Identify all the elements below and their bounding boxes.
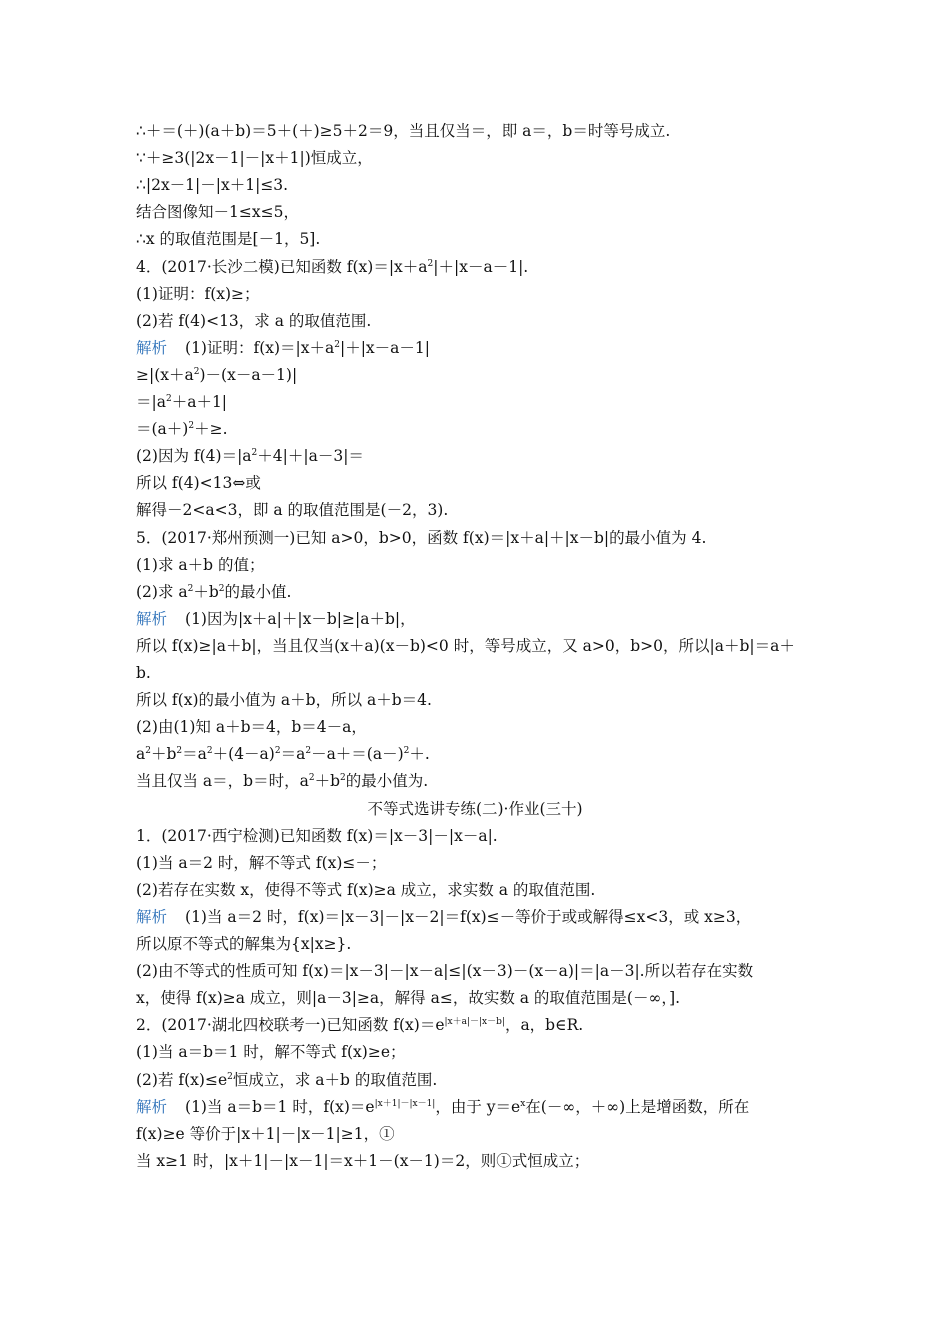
line-text: ≥|(x＋a bbox=[136, 365, 194, 384]
text-line bbox=[136, 147, 856, 169]
line-text: (2)由(1)知 a＋b＝4，b＝4－a， bbox=[136, 718, 367, 737]
superscript: 2 bbox=[218, 583, 225, 594]
line-text: ＝a bbox=[280, 745, 306, 764]
line-text: ＋a＋1| bbox=[171, 393, 228, 411]
text-line bbox=[136, 879, 856, 901]
text-line bbox=[136, 201, 856, 223]
line-text: 不等式选讲专练(二)·作业(三十) bbox=[367, 799, 583, 818]
analysis-label: 解析 bbox=[136, 338, 168, 357]
line-text: |＋|x－a－1|. bbox=[433, 257, 529, 276]
line-text: 当 x≥1 时，|x＋1|－|x－1|＝x＋1－(x－1)＝2，则①式恒成立； bbox=[136, 1151, 590, 1170]
superscript: x bbox=[520, 1098, 526, 1109]
analysis-label: 解析 bbox=[136, 1097, 168, 1116]
text-line bbox=[136, 554, 856, 576]
line-text: 4．(2017·长沙二模)已知函数 f(x)＝|x＋a bbox=[136, 257, 428, 276]
line-text: ＋b bbox=[193, 582, 219, 601]
line-text: ＋≥. bbox=[194, 420, 228, 439]
text-line bbox=[136, 960, 856, 982]
superscript: 2 bbox=[340, 773, 346, 784]
line-text: ，a，b∈R. bbox=[504, 1016, 584, 1035]
superscript: 2 bbox=[227, 1071, 233, 1082]
text-line bbox=[136, 689, 856, 711]
superscript: 2 bbox=[176, 746, 183, 757]
line-text: ＝|a bbox=[136, 393, 166, 411]
line-text: (1)当 a＝2 时，f(x)＝|x－3|－|x－2|＝f(x)≤－等价于或或解得≤x<3，或 x≥3， bbox=[185, 907, 752, 926]
line-text: )－(x－a－1)| bbox=[199, 365, 298, 384]
line-text: ＋. bbox=[409, 745, 430, 764]
text-line bbox=[136, 987, 856, 1009]
line-text: |＋|x－a－1| bbox=[339, 338, 430, 357]
line-text: 5．(2017·郑州预测一)已知 a>0，b>0，函数 f(x)＝|x＋a|＋|x－b|的最小值为 4. bbox=[136, 528, 707, 547]
text-line bbox=[136, 1069, 856, 1091]
text-line bbox=[136, 635, 856, 657]
line-text: ＝a bbox=[182, 745, 207, 764]
line-text: (2)因为 f(4)＝|a bbox=[136, 447, 252, 466]
line-text: a bbox=[136, 745, 146, 764]
line-text: ＝(a＋) bbox=[136, 420, 189, 439]
superscript: 2 bbox=[305, 746, 312, 757]
superscript: 2 bbox=[334, 339, 340, 350]
analysis-label: 解析 bbox=[136, 609, 168, 628]
line-text: 1．(2017·西宁检测)已知函数 f(x)＝|x－3|－|x－a|. bbox=[136, 826, 498, 845]
line-text: (2)若 f(x)≤e bbox=[136, 1070, 228, 1089]
line-text: 2．(2017·湖北四校联考一)已知函数 f(x)＝e bbox=[136, 1016, 445, 1035]
text-line bbox=[136, 743, 856, 765]
text-line bbox=[136, 445, 856, 467]
text-line bbox=[136, 364, 856, 386]
line-text: ∴＋＝(＋)(a＋b)＝5＋(＋)≥5＋2＝9，当且仅当＝，即 a＝，b＝时等号成立. bbox=[136, 122, 671, 140]
line-text: (2)由不等式的性质可知 f(x)＝|x－3|－|x－a|≤|(x－3)－(x－a)|＝|a－3|.所以若存在实数 bbox=[136, 962, 754, 981]
text-line bbox=[136, 933, 856, 955]
line-text: －a＋＝(a－) bbox=[311, 745, 404, 764]
line-text: (1)因为|x＋a|＋|x－b|≥|a＋b|， bbox=[185, 609, 416, 628]
text-line bbox=[136, 1096, 856, 1118]
text-line bbox=[136, 852, 856, 874]
text-line bbox=[136, 256, 856, 278]
line-text: ＋4|＋|a－3|＝ bbox=[257, 447, 364, 466]
line-text: 的最小值. bbox=[224, 582, 292, 601]
line-text: 结合图像知－1≤x≤5， bbox=[136, 203, 299, 222]
text-line bbox=[136, 310, 856, 332]
line-text: 所以 f(4)<13⇔或 bbox=[136, 474, 261, 493]
superscript: 2 bbox=[206, 746, 213, 757]
text-line bbox=[136, 337, 856, 359]
line-text: f(x)≥e 等价于|x＋1|－|x－1|≥1，① bbox=[136, 1124, 395, 1143]
line-text: ∵＋≥3(|2x－1|－|x＋1|)恒成立， bbox=[136, 149, 373, 168]
superscript: 2 bbox=[193, 366, 200, 377]
superscript: 2 bbox=[251, 448, 258, 459]
text-line bbox=[136, 120, 856, 142]
text-line bbox=[136, 499, 856, 521]
text-line bbox=[136, 1041, 856, 1063]
line-text: (1)当 a＝b＝1 时，f(x)＝e bbox=[185, 1097, 375, 1116]
superscript: 2 bbox=[274, 746, 281, 757]
line-text: (2)求 a bbox=[136, 582, 188, 601]
text-line bbox=[136, 662, 856, 684]
text-line bbox=[136, 581, 856, 603]
text-line bbox=[136, 825, 856, 847]
superscript: 2 bbox=[188, 421, 195, 432]
superscript: 2 bbox=[308, 773, 315, 784]
line-text: (2)若 f(4)<13，求 a 的取值范围. bbox=[136, 311, 372, 330]
text-line bbox=[136, 283, 856, 305]
line-text: b. bbox=[136, 664, 151, 682]
line-text: 所以 f(x)的最小值为 a＋b，所以 a＋b＝4. bbox=[136, 691, 432, 710]
text-line bbox=[136, 1014, 856, 1036]
line-text: ∴|2x－1|－|x＋1|≤3. bbox=[136, 176, 289, 195]
line-text: 所以原不等式的解集为{x|x≥}. bbox=[136, 935, 352, 953]
line-text: 解得－2<a<3，即 a 的取值范围是(－2，3). bbox=[136, 501, 449, 520]
text-line bbox=[136, 527, 856, 549]
line-text: (1)当 a＝b＝1 时，解不等式 f(x)≥e； bbox=[136, 1043, 406, 1062]
text-line bbox=[136, 418, 856, 440]
line-text: 所以 f(x)≥|a＋b|，当且仅当(x＋a)(x－b)<0 时，等号成立，又 a>0，b>0，所以|a＋b|＝a＋ bbox=[136, 636, 795, 655]
text-line bbox=[136, 1123, 856, 1145]
superscript: 2 bbox=[403, 746, 410, 757]
analysis-label: 解析 bbox=[136, 907, 168, 926]
line-text: (1)证明：f(x)≥； bbox=[136, 284, 260, 303]
line-text: 在(－∞，＋∞)上是增函数，所在 bbox=[525, 1097, 750, 1116]
line-text: 恒成立，求 a＋b 的取值范围. bbox=[232, 1070, 438, 1089]
text-line bbox=[136, 716, 856, 738]
text-line bbox=[136, 174, 856, 196]
line-text: ＋(4－a) bbox=[212, 745, 275, 764]
superscript: 2 bbox=[145, 746, 151, 757]
line-text: (1)求 a＋b 的值； bbox=[136, 555, 265, 574]
line-text: 当且仅当 a＝，b＝时，a bbox=[136, 772, 309, 791]
superscript: |x＋1|－|x－1| bbox=[374, 1098, 436, 1109]
text-line bbox=[136, 472, 856, 494]
superscript: |x＋a|－|x－b| bbox=[444, 1017, 505, 1028]
line-text: ＋b bbox=[150, 745, 177, 764]
line-text: (2)若存在实数 x，使得不等式 f(x)≥a 成立，求实数 a 的取值范围. bbox=[136, 880, 596, 899]
line-text: 的最小值为. bbox=[345, 772, 429, 791]
line-text: ＋b bbox=[314, 772, 341, 791]
text-line bbox=[136, 228, 856, 250]
line-text: x，使得 f(x)≥a 成立，则|a－3|≥a，解得 a≤，故实数 a 的取值范围是(－∞，]. bbox=[136, 989, 681, 1008]
text-line bbox=[136, 770, 856, 792]
text-line bbox=[136, 608, 856, 630]
line-text: (1)证明：f(x)＝|x＋a bbox=[185, 338, 335, 357]
line-text: ，由于 y＝e bbox=[435, 1097, 521, 1116]
line-text: ∴x 的取值范围是[－1，5]. bbox=[136, 230, 321, 249]
superscript: 2 bbox=[187, 583, 194, 594]
section-heading bbox=[0, 798, 950, 820]
text-line bbox=[136, 391, 856, 413]
text-line bbox=[136, 1150, 856, 1172]
superscript: 2 bbox=[165, 394, 172, 404]
line-text: (1)当 a＝2 时，解不等式 f(x)≤－； bbox=[136, 853, 387, 872]
text-line bbox=[136, 906, 856, 928]
superscript: 2 bbox=[427, 258, 434, 269]
